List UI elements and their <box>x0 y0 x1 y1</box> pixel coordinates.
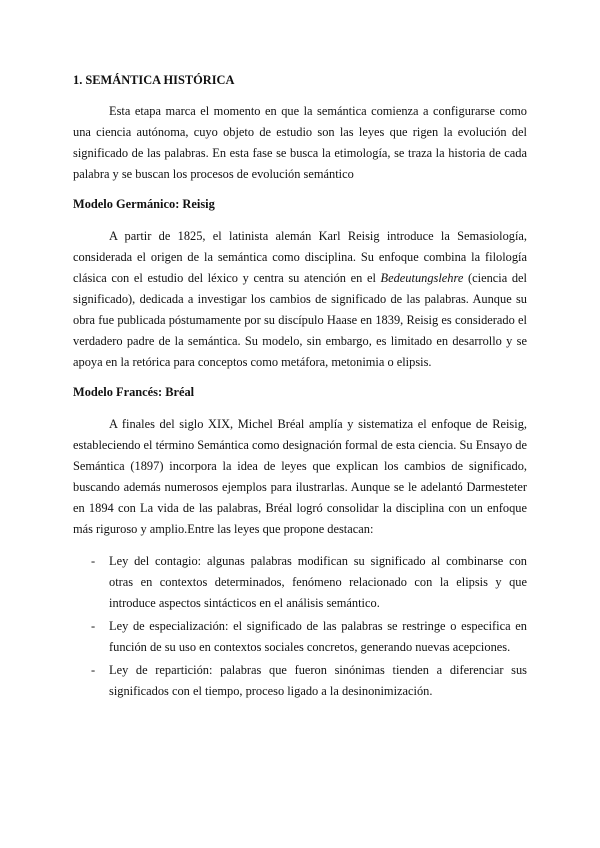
list-dash: - <box>91 619 96 633</box>
list-item-reparticion <box>73 660 527 702</box>
french-model-paragraph: A finales del siglo XIX, Michel Bréal amplía y sistematiza el enfoque de Reisig, estableciendo el término Semántica como designación formal de esta ciencia. Su Ensayo de Semántica (1897) incorpora la idea de leyes que explican los cambios de significado, buscando además numerosos ejemplos para ilustrarlas. Aunque se le adelantó Darmesteter en 1894 con La vida de las palabras, Bréal logró consolidar la disciplina con un enfoque más riguroso y amplio.Entre las leyes que propone destacan: <box>73 417 527 536</box>
list-dash: - <box>91 554 96 568</box>
list-item-especializacion <box>73 616 527 658</box>
list-item-text: Ley de repartición: palabras que fueron sinónimas tienden a diferenciar sus significados con el tiempo, proceso ligado a la desinonimización. <box>109 663 527 698</box>
list-item-contagio <box>73 551 527 614</box>
intro-paragraph: Esta etapa marca el momento en que la semántica comienza a configurarse como una ciencia autónoma, cuyo objeto de estudio son las leyes que rigen la evolución del significado de las palabras. En esta fase se busca la etimología, se traza la historia de cada palabra y se buscan los procesos de evolución semántico <box>73 104 527 181</box>
list-item-text: Ley del contagio: algunas palabras modifican su significado al combinarse con otras en contextos determinados, fenómeno relacionado con la elipsis y que introduce aspectos sintácticos en el análisis semántico. <box>109 554 527 610</box>
german-model-paragraph <box>73 226 527 373</box>
bedeutungslehre-term: Bedeutungslehre <box>380 271 464 285</box>
section-title: 1. SEMÁNTICA HISTÓRICA <box>73 73 235 87</box>
list-item-text: Ley de especialización: el significado de las palabras se restringe o especifica en función de su uso en contextos sociales concretos, generando nuevas acepciones. <box>109 619 527 654</box>
laws-list <box>73 551 527 702</box>
french-model-heading: Modelo Francés: Bréal <box>73 385 195 399</box>
german-text-end: (ciencia del significado), dedicada a investigar los cambios de significado de las palabras. Aunque su obra fue publicada póstumamente por su discípulo Haase en 1839, Reisig es considerado el verdadero padre de la semántica. Su modelo, sin embargo, es limitado en desarrollo y se apoya en la retórica para conceptos como metáfora, metonimia o elipsis. <box>73 271 527 369</box>
german-model-heading: Modelo Germánico: Reisig <box>73 197 215 211</box>
list-dash: - <box>91 663 96 677</box>
german-text-start: A partir de 1825, el latinista alemán Karl Reisig introduce la Semasiología, considerada el origen de la semántica como disciplina. Su enfoque combina la filología clásica con el estudio del léxico y centra su atención en el <box>73 229 527 285</box>
